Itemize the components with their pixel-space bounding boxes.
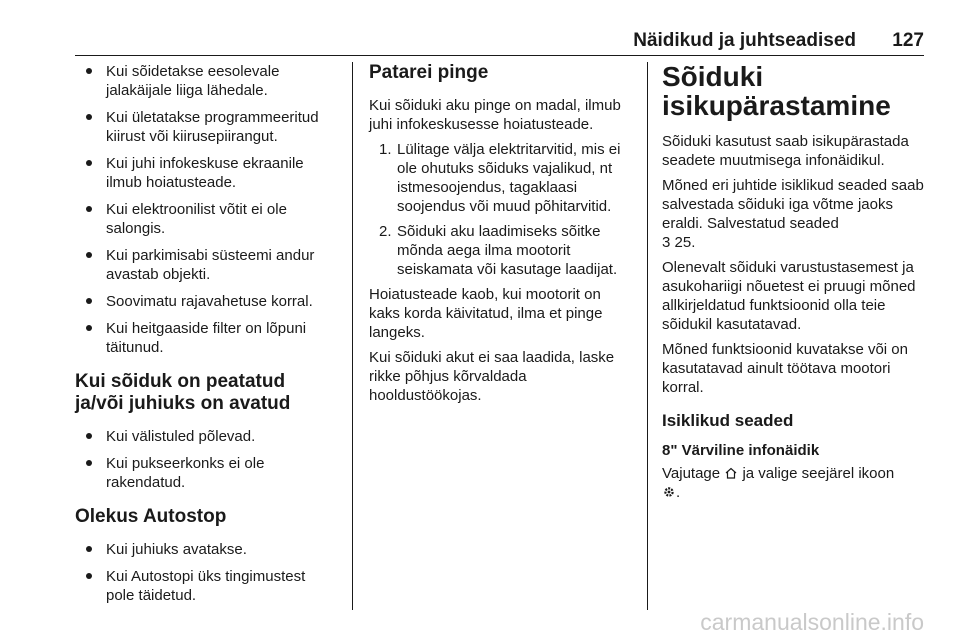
list-item: Kui heitgaaside filter on lõpuni täitunud. — [75, 319, 337, 357]
step-text: Sõiduki aku laadimiseks sõitke mõnda aega ilma mootorit seiskamata või kasutage laadijat. — [397, 223, 618, 278]
page-number: 127 — [892, 30, 924, 51]
column-2 — [369, 62, 633, 411]
personalisation-para-3: Olenevalt sõiduki varustustasemest ja asukohariigi nõuetest ei pruugi mõned allkirjeldatud funktsioonid olla teie sõidukil kasutatavad. — [662, 259, 916, 333]
autostop-bullet-list — [75, 540, 337, 605]
column-1 — [75, 62, 337, 613]
page-reference-number[interactable]: 25. — [674, 234, 696, 251]
battery-para-2: Kui sõiduki akut ei saa laadida, laske rikke põhjus kõrvaldada hooldustöökojas. — [369, 349, 615, 404]
list-item — [369, 222, 633, 279]
section-heading-stopped: Kui sõiduk on peatatud ja/või juhiuks on avatud — [75, 371, 291, 414]
column-3 — [662, 62, 926, 508]
column-divider-1 — [352, 62, 353, 610]
instruction-text — [662, 464, 926, 502]
list-item: Kui sõidetakse eesolevale jalakäijale liiga lähedale. — [75, 62, 337, 100]
step-number: 2. — [379, 223, 392, 240]
battery-intro: Kui sõiduki aku pinge on madal, ilmub juhi infokeskusesse hoiatusteade. — [369, 97, 621, 133]
step-number: 1. — [379, 141, 392, 158]
page-header — [0, 0, 960, 58]
list-item: Kui juhiuks avatakse. — [75, 540, 337, 559]
list-item: Kui välistuled põlevad. — [75, 427, 337, 446]
gear-icon — [662, 485, 676, 499]
instruction-part-2: ja valige seejärel ikoon — [742, 465, 895, 482]
stopped-bullet-list — [75, 427, 337, 492]
warning-bullet-list — [75, 62, 337, 357]
list-item: Kui ületatakse programmeeritud kiirust või kiirusepiirangut. — [75, 108, 337, 146]
home-icon — [724, 466, 738, 480]
header-divider — [75, 55, 924, 56]
step-text: Lülitage välja elektritarvitid, mis ei ole ohutuks sõiduks vajalikud, nt istmesoojendus, tagaklaasi soojendus või muud põhitarvitid. — [397, 141, 621, 215]
list-item: Soovimatu rajavahetuse korral. — [75, 292, 337, 311]
list-item: Kui Autostopi üks tingimustest pole täidetud. — [75, 567, 337, 605]
page-reference-arrow-icon: 3 — [662, 234, 671, 251]
header-title: Näidikud ja juhtseadised — [633, 30, 856, 51]
personalisation-para-2 — [662, 176, 926, 252]
battery-steps-list — [369, 140, 633, 279]
personal-settings-heading: Isiklikud seaded — [662, 411, 794, 430]
instruction-end: . — [676, 484, 681, 501]
list-item: Kui pukseerkonks ei ole rakendatud. — [75, 454, 337, 492]
personalisation-heading — [662, 62, 926, 120]
heading-line-2: isikupärastamine — [662, 90, 891, 121]
section-heading-autostop: Olekus Autostop — [75, 506, 227, 527]
list-item: Kui parkimisabi süsteemi andur avastab objekti. — [75, 246, 337, 284]
list-item: Kui elektroonilist võtit ei ole salongis. — [75, 200, 337, 238]
heading-line-1: Sõiduki — [662, 61, 764, 92]
battery-para-1: Hoiatusteade kaob, kui mootorit on kaks korda käivitatud, ilma et pinge langeks. — [369, 286, 603, 341]
personalisation-para-4: Mõned funktsioonid kuvatakse või on kasutatavad ainult töötava mootori korral. — [662, 341, 908, 396]
instruction-part-1: Vajutage — [662, 465, 721, 482]
watermark-text: carmanualsonline.info — [700, 609, 924, 635]
list-item — [369, 140, 633, 216]
battery-voltage-heading: Patarei pinge — [369, 62, 489, 83]
list-item: Kui juhi infokeskuse ekraanile ilmub hoiatusteade. — [75, 154, 337, 192]
column-divider-2 — [647, 62, 648, 610]
personalisation-para-1: Sõiduki kasutust saab isikupärastada seadete muutmisega infonäidikul. — [662, 133, 909, 169]
colour-info-display-heading: 8" Värviline infonäidik — [662, 442, 820, 459]
para-2-text: Mõned eri juhtide isiklikud seaded saab salvestada sõiduki iga võtme jaoks eraldi. Salvestatud seaded — [662, 177, 924, 232]
